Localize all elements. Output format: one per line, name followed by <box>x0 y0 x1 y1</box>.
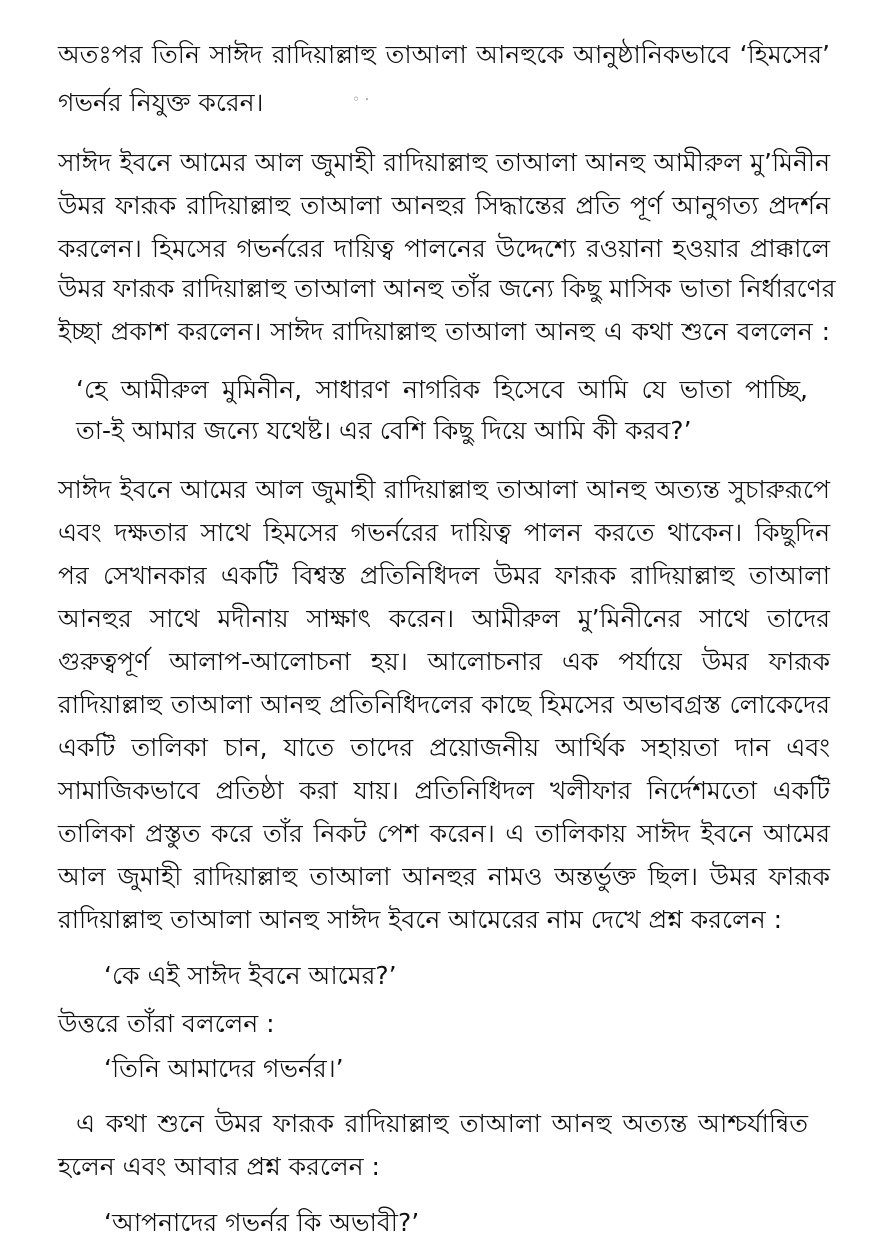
text-line: পর সেখানকার একটি বিশ্বস্ত প্রতিনিধিদল উমর ফারূক রাদিয়াল্লাহু তাআলা <box>58 561 830 590</box>
text-line: সামাজিকভাবে প্রতিষ্ঠা করা যায়। প্রতিনিধিদল খলীফার নির্দেশমতো একটি <box>58 776 830 805</box>
quote-line: তা-ই আমার জন্যে যথেষ্ট। এর বেশি কিছু দিয়ে আমি কী করব?’ <box>76 416 692 445</box>
text-line: একটি তালিকা চান, যাতে তাদের প্রয়োজনীয় আর্থিক সহায়তা দান এবং <box>58 733 830 762</box>
text-line: অতঃপর তিনি সাঈদ রাদিয়াল্লাহু তাআলা আনহুকে আনুষ্ঠানিকভাবে ‘হিমসের’ <box>58 40 830 69</box>
text-line: সাঈদ ইবনে আমের আল জুমাহী রাদিয়াল্লাহু তাআলা আনহু আমীরুল মু’মিনীন <box>58 148 830 177</box>
text-line: উমর ফারূক রাদিয়াল্লাহু তাআলা আনহুর সিদ্ধান্তের প্রতি পূর্ণ আনুগত্য প্রদর্শন <box>58 191 830 220</box>
text-line: এ কথা শুনে উমর ফারূক রাদিয়াল্লাহু তাআলা আনহু অত্যন্ত আশ্চর্যান্বিত <box>76 1109 808 1138</box>
text-line: হলেন এবং আবার প্রশ্ন করলেন : <box>58 1152 380 1181</box>
text-line: গভর্নর নিযুক্ত করেন। <box>58 88 264 117</box>
quote-line: ‘হে আমীরুল মুমিনীন, সাধারণ নাগরিক হিসেবে আমি যে ভাতা পাচ্ছি, <box>76 375 808 404</box>
text-line: করলেন। হিমসের গভর্নরের দায়িত্ব পালনের উদ্দেশ্যে রওয়ানা হওয়ার প্রাক্কালে <box>58 234 830 263</box>
text-line: রাদিয়াল্লাহু তাআলা আনহু প্রতিনিধিদলের কাছে হিমসের অভাবগ্রস্ত লোকেদের <box>58 690 830 719</box>
quote-line: ‘তিনি আমাদের গভর্নর।’ <box>104 1054 344 1083</box>
text-line: উত্তরে তাঁরা বললেন : <box>58 1009 275 1038</box>
text-line: উমর ফারূক রাদিয়াল্লাহু তাআলা আনহু তাঁর জন্যে কিছু মাসিক ভাতা নির্ধারণের <box>58 274 836 303</box>
text-line: সাঈদ ইবনে আমের আল জুমাহী রাদিয়াল্লাহু তাআলা আনহু অত্যন্ত সুচারুরূপে <box>58 475 830 504</box>
text-line: আল জুমাহী রাদিয়াল্লাহু তাআলা আনহুর নামও অন্তর্ভুক্ত ছিল। উমর ফারূক <box>58 862 830 891</box>
quote-line: ‘আপনাদের গভর্নর কি অভাবী?’ <box>104 1208 420 1237</box>
text-line: এবং দক্ষতার সাথে হিমসের গভর্নরের দায়িত্ব পালন করতে থাকেন। কিছুদিন <box>58 518 830 547</box>
text-line: তালিকা প্রস্তুত করে তাঁর নিকট পেশ করেন। এ তালিকায় সাঈদ ইবনে আমের <box>58 819 830 848</box>
scan-speck: ◦ · <box>352 92 370 108</box>
text-line: গুরুত্বপূর্ণ আলাপ-আলোচনা হয়। আলোচনার এক পর্যায়ে উমর ফারূক <box>58 647 830 676</box>
text-line: ইচ্ছা প্রকাশ করলেন। সাঈদ রাদিয়াল্লাহু তাআলা আনহু এ কথা শুনে বললেন : <box>58 317 830 346</box>
quote-line: ‘কে এই সাঈদ ইবনে আমের?’ <box>104 961 397 990</box>
text-line: রাদিয়াল্লাহু তাআলা আনহু সাঈদ ইবনে আমেরের নাম দেখে প্রশ্ন করলেন : <box>58 905 783 934</box>
text-line: আনহুর সাথে মদীনায় সাক্ষাৎ করেন। আমীরুল মু’মিনীনের সাথে তাদের <box>58 604 830 633</box>
